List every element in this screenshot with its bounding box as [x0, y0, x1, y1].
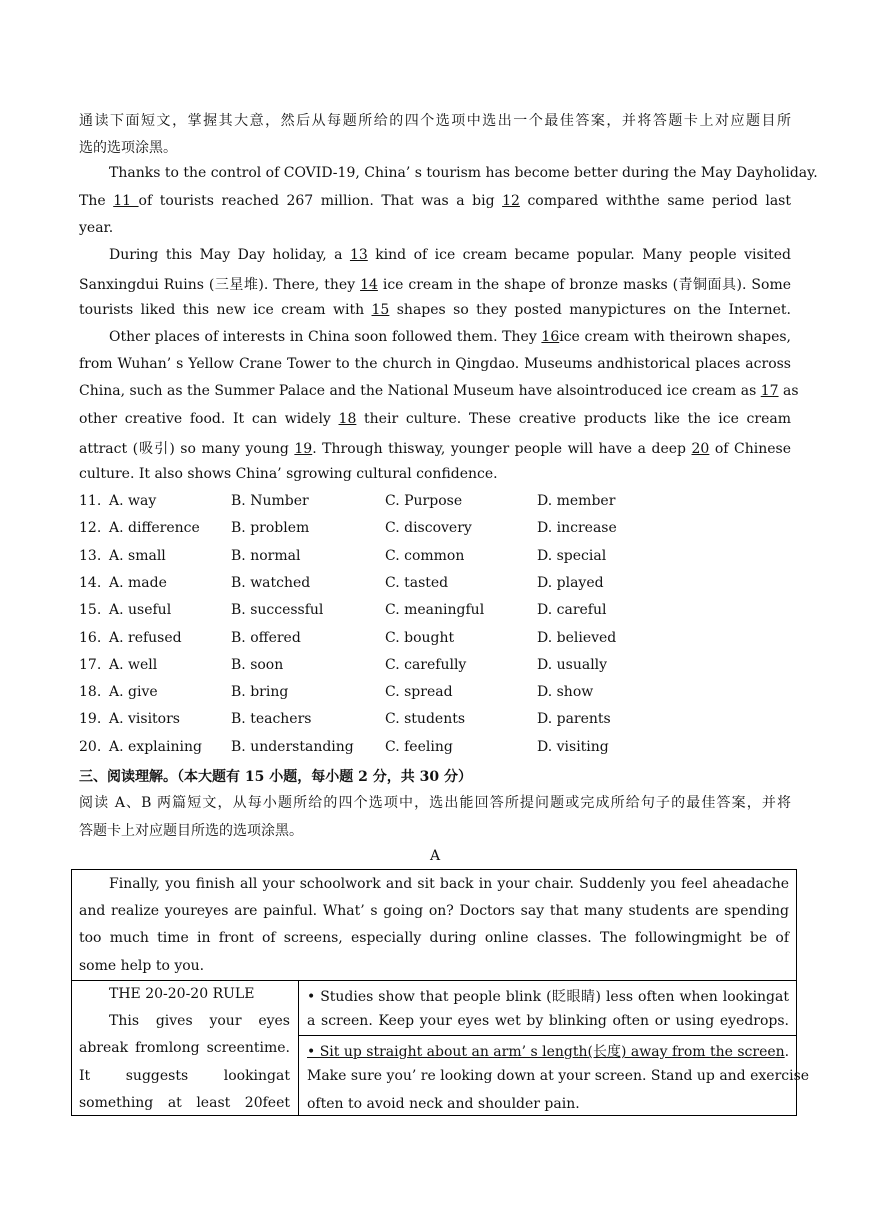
blank-17: 17: [760, 383, 779, 399]
question-number: 19.: [79, 711, 102, 728]
question-number: 14.: [79, 574, 102, 591]
option-b: B. understanding: [231, 738, 354, 755]
option-d: D. special: [537, 547, 607, 564]
passage-line: from Wuhan’ s Yellow Crane Tower to the church in Qingdao. Museums andhistorical places across: [79, 356, 791, 372]
option-c: C. bought: [385, 629, 455, 646]
option-c: C. feeling: [385, 738, 453, 755]
option-a: A. visitors: [109, 711, 180, 728]
option-a: A. useful: [109, 602, 172, 619]
option-d: D. member: [537, 493, 616, 509]
section-instruction-line-2: 答题卡上对应题目所选的选项涂黑。: [79, 823, 303, 839]
rule-text-line: It suggests lookingat: [79, 1068, 290, 1084]
option-a: A. well: [109, 656, 158, 673]
question-number: 15.: [79, 602, 102, 619]
question-number: 16.: [79, 629, 102, 646]
option-b: B. soon: [231, 656, 284, 673]
rule-text-line: something at least 20feet: [79, 1095, 290, 1111]
passage-line: culture. It also shows China’ sgrowing cultural confidence.: [79, 466, 498, 482]
cloze-instruction-line-2: 选的选项涂黑。: [79, 140, 177, 156]
tip-posture-line: often to avoid neck and shoulder pain.: [307, 1096, 580, 1112]
passage-line: The 11 of tourists reached 267 million. That was a big 12 compared withthe same period last: [79, 193, 791, 209]
question-number: 20.: [79, 738, 102, 755]
table-intro-line: some help to you.: [79, 958, 205, 974]
tip-posture-line: • Sit up straight about an arm’ s length(长度) away from the screen.: [307, 1044, 790, 1060]
table-intro-line: and realize youreyes are painful. What’ s going on? Doctors say that many students are spending: [79, 903, 789, 919]
section-instruction-line-1: 阅读 A、B 两篇短文，从每小题所给的四个选项中，选出能回答所提问题或完成所给句子的最佳答案，并将: [79, 795, 791, 811]
option-a: A. way: [109, 493, 157, 509]
blank-11: 11: [113, 193, 139, 209]
option-d: D. visiting: [537, 738, 609, 755]
question-number: 12.: [79, 520, 102, 537]
tip-posture-line: Make sure you’ re looking down at your screen. Stand up and exercise: [307, 1068, 810, 1084]
passage-label-a: A: [429, 848, 441, 864]
question-number: 11.: [79, 493, 102, 509]
blank-16: 16: [541, 329, 560, 345]
passage-line: Thanks to the control of COVID-19, China’ s tourism has become better during the May Dayholiday.: [109, 165, 818, 181]
option-b: B. Number: [231, 493, 309, 509]
option-c: C. students: [385, 711, 466, 728]
question-number: 18.: [79, 684, 102, 701]
passage-line: Sanxingdui Ruins (三星堆). There, they 14 ice cream in the shape of bronze masks (青铜面具). Some: [79, 277, 792, 293]
tip-blink-line: a screen. Keep your eyes wet by blinking often or using eyedrops.: [307, 1013, 789, 1029]
option-c: C. spread: [385, 684, 453, 701]
blank-12: 12: [502, 193, 520, 209]
option-d: D. show: [537, 684, 594, 701]
option-b: B. watched: [231, 574, 311, 591]
table-intro-line: Finally, you finish all your schoolwork and sit back in your chair. Suddenly you feel aheadache: [109, 876, 789, 892]
tips-table: [71, 869, 810, 1116]
option-a: A. give: [109, 684, 158, 701]
table-divider: [299, 1035, 797, 1036]
option-c: C. Purpose: [385, 493, 463, 509]
option-b: B. offered: [231, 629, 301, 646]
table-column-divider: [298, 980, 299, 1115]
tip-posture-underlined: • Sit up straight about an arm’ s length(长度) away from the screen: [307, 1044, 785, 1060]
passage-line: other creative food. It can widely 18 their culture. These creative products like the ice cream: [79, 411, 791, 427]
blank-13: 13: [349, 247, 368, 263]
option-a: A. explaining: [109, 738, 202, 755]
passage-line: During this May Day holiday, a 13 kind of ice cream became popular. Many people visited: [109, 247, 791, 263]
option-d: D. believed: [537, 629, 617, 646]
option-b: B. problem: [231, 520, 310, 537]
question-number: 17.: [79, 656, 102, 673]
passage-line: year.: [79, 220, 114, 236]
blank-14: 14: [360, 277, 378, 293]
option-b: B. teachers: [231, 711, 312, 728]
option-b: B. normal: [231, 547, 301, 564]
rule-text-line: abreak fromlong screentime.: [79, 1040, 290, 1056]
section-title: 三、阅读理解。（本大题有 15 小题，每小题 2 分，共 30 分）: [79, 769, 472, 785]
option-c: C. common: [385, 547, 465, 564]
option-d: D. played: [537, 574, 604, 591]
option-c: C. tasted: [385, 574, 449, 591]
option-c: C. discovery: [385, 520, 472, 537]
option-d: D. parents: [537, 711, 611, 728]
option-d: D. usually: [537, 656, 608, 673]
option-a: A. small: [109, 547, 166, 564]
passage-line: attract (吸引) so many young 19. Through thisway, younger people will have a deep 20 of Chinese: [79, 441, 791, 457]
option-b: B. successful: [231, 602, 324, 619]
table-divider: [72, 980, 796, 981]
option-d: D. increase: [537, 520, 617, 537]
option-c: C. carefully: [385, 656, 467, 673]
blank-20: 20: [691, 441, 710, 457]
tip-blink-line: • Studies show that people blink (眨眼睛) less often when lookingat: [307, 989, 789, 1005]
option-a: A. made: [109, 574, 167, 591]
passage-line: Other places of interests in China soon followed them. They 16ice cream with theirown shapes,: [109, 329, 792, 345]
option-a: A. difference: [109, 520, 200, 537]
blank-15: 15: [371, 302, 390, 318]
passage-line: tourists liked this new ice cream with 15 shapes so they posted manypictures on the Internet.: [79, 302, 792, 318]
rule-title: THE 20-20-20 RULE: [109, 986, 255, 1002]
option-a: A. refused: [109, 629, 182, 646]
blank-19: 19: [294, 441, 313, 457]
option-d: D. careful: [537, 602, 607, 619]
rule-text-line: This gives your eyes: [109, 1013, 290, 1029]
blank-18: 18: [338, 411, 357, 427]
option-b: B. bring: [231, 684, 289, 701]
cloze-instruction-line-1: 通读下面短文，掌握其大意，然后从每题所给的四个选项中选出一个最佳答案，并将答题卡上对应题目所: [79, 113, 791, 129]
option-c: C. meaningful: [385, 602, 485, 619]
table-intro-line: too much time in front of screens, especially during online classes. The followingmight be of: [79, 930, 789, 946]
passage-line: China, such as the Summer Palace and the National Museum have alsointroduced ice cream as 17 as: [79, 383, 799, 399]
question-number: 13.: [79, 547, 102, 564]
